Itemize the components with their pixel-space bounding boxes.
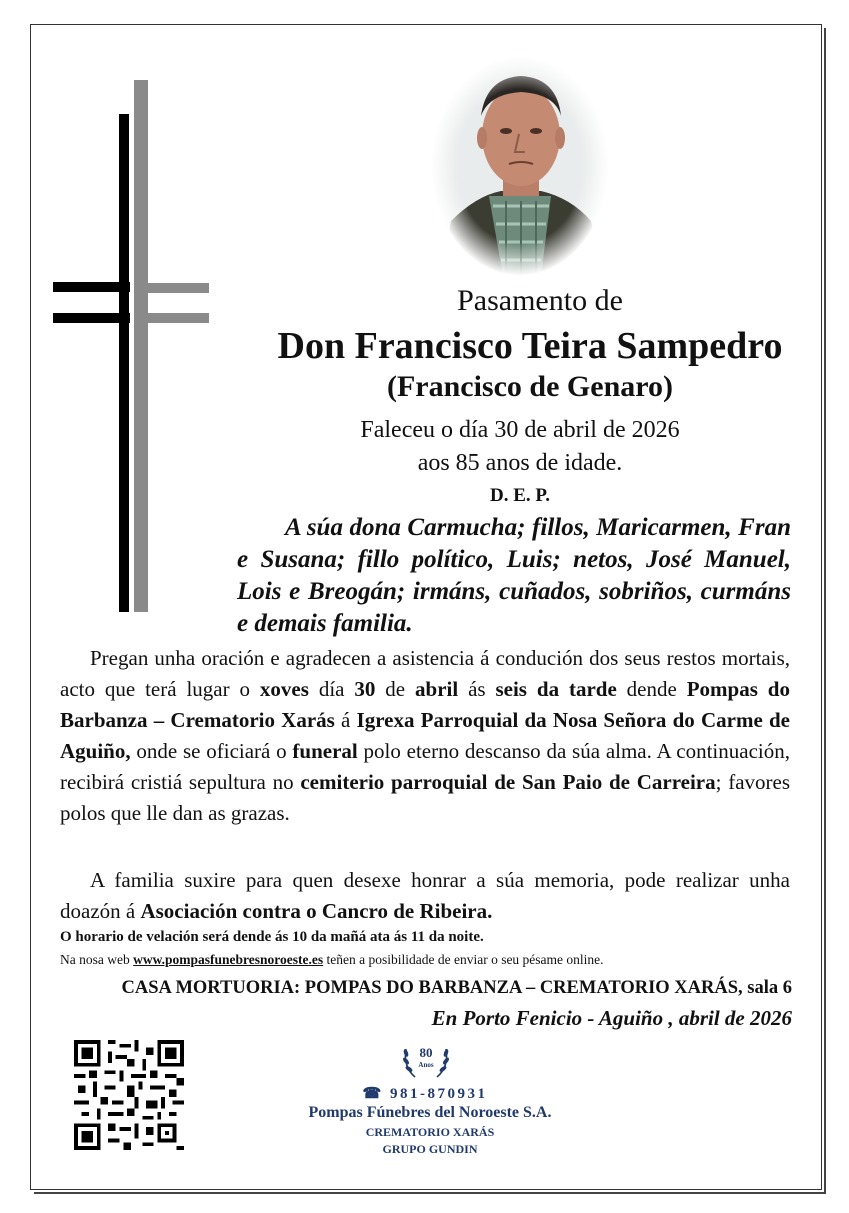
company-name: Pompas Fúnebres del Noroeste S.A. — [308, 1104, 552, 1121]
ceremony-paragraph — [60, 643, 790, 829]
heading: Pasamento de — [457, 284, 623, 317]
bold-span: Pompas do Barbanza – Crematorio Xarás — [60, 677, 790, 732]
deceased-photo — [431, 56, 609, 276]
web-note — [60, 952, 800, 968]
family-list: A súa dona Carmucha; fillos, Maricarmen, Fran e Susana; fillo político, Luis; netos, José Manuel, Lois e Breogán; irmáns, cuñados, sobriños, curmáns e demais familia. — [237, 514, 791, 637]
phone-line — [300, 1084, 550, 1103]
badge-number: 80 — [419, 1045, 433, 1060]
wake-hours: O horario de velación será dende ás 10 da mañá ata ás 11 da noite. — [60, 929, 484, 945]
bold-span: xoves — [259, 677, 309, 701]
rip-text: D. E. P. — [489, 485, 550, 506]
cross-gray-beam-bottom — [134, 313, 209, 323]
phone-icon: ☎ — [362, 1086, 384, 1102]
phone-number[interactable]: 981-870931 — [389, 1086, 488, 1102]
badge-text: Anos — [418, 1061, 434, 1069]
cross-black-beam-bottom — [53, 313, 130, 323]
text-span: Na nosa web — [60, 952, 134, 967]
bold-span: Asociación contra o Cancro de Ribeira. — [140, 899, 493, 923]
laurel-badge-icon — [399, 1033, 453, 1083]
cross-gray-vertical — [134, 80, 148, 612]
text-span: polo eterno descanso da súa alma. A continuación, recibirá cristiá sepultura no — [60, 739, 790, 794]
qr-code-icon[interactable] — [74, 1040, 184, 1150]
text-span: día — [308, 677, 355, 701]
text-span: á — [334, 708, 357, 732]
deceased-name: Don Francisco Teira Sampedro — [277, 325, 783, 367]
text-span: ás — [458, 677, 496, 701]
deceased-alias: (Francisco de Genaro) — [386, 370, 674, 403]
website-link[interactable]: www.pompasfunebresnoroeste.es — [133, 952, 324, 967]
place-date: En Porto Fenicio - Aguiño , abril de 2026 — [431, 1006, 792, 1030]
bold-span: Igrexa Parroquial da Nosa Señora do Carme de Aguiño, — [60, 708, 790, 763]
age: aos 85 anos de idade. — [417, 450, 623, 476]
bold-span: seis da tarde — [495, 677, 617, 701]
cross-black-vertical — [119, 114, 129, 612]
text-span: ; favores polos que lle dan as grazas. — [60, 770, 790, 825]
bold-span: abril — [415, 677, 459, 701]
crematorio-name: CREMATORIO XARÁS — [365, 1125, 495, 1139]
text-span: Pregan unha oración e agradecen a asistencia á condución dos seus restos mortais, acto que terá lugar o — [60, 646, 790, 701]
text-span: teñen a posibilidade de enviar o seu pésame online. — [323, 952, 604, 967]
text-span: A familia suxire para quen desexe honrar a súa memoria, pode realizar unha doazón á — [60, 868, 790, 923]
cross-gray-beam-top — [134, 283, 209, 293]
bold-span: funeral — [292, 739, 358, 763]
text-span: dende — [616, 677, 687, 701]
funeral-home: CASA MORTUORIA: POMPAS DO BARBANZA – CREMATORIO XARÁS, sala 6 — [121, 978, 792, 998]
bold-span: 30 — [354, 677, 376, 701]
bold-span: cemiterio parroquial de San Paio de Carreira — [300, 770, 716, 794]
text-span: onde se oficiará o — [130, 739, 293, 763]
cross-black-beam-top — [53, 282, 130, 292]
donation-paragraph — [60, 865, 790, 927]
group-name: GRUPO GUNDIN — [382, 1142, 478, 1156]
text-span: de — [375, 677, 416, 701]
date-of-death: Faleceu o día 30 de abril de 2026 — [360, 417, 680, 443]
